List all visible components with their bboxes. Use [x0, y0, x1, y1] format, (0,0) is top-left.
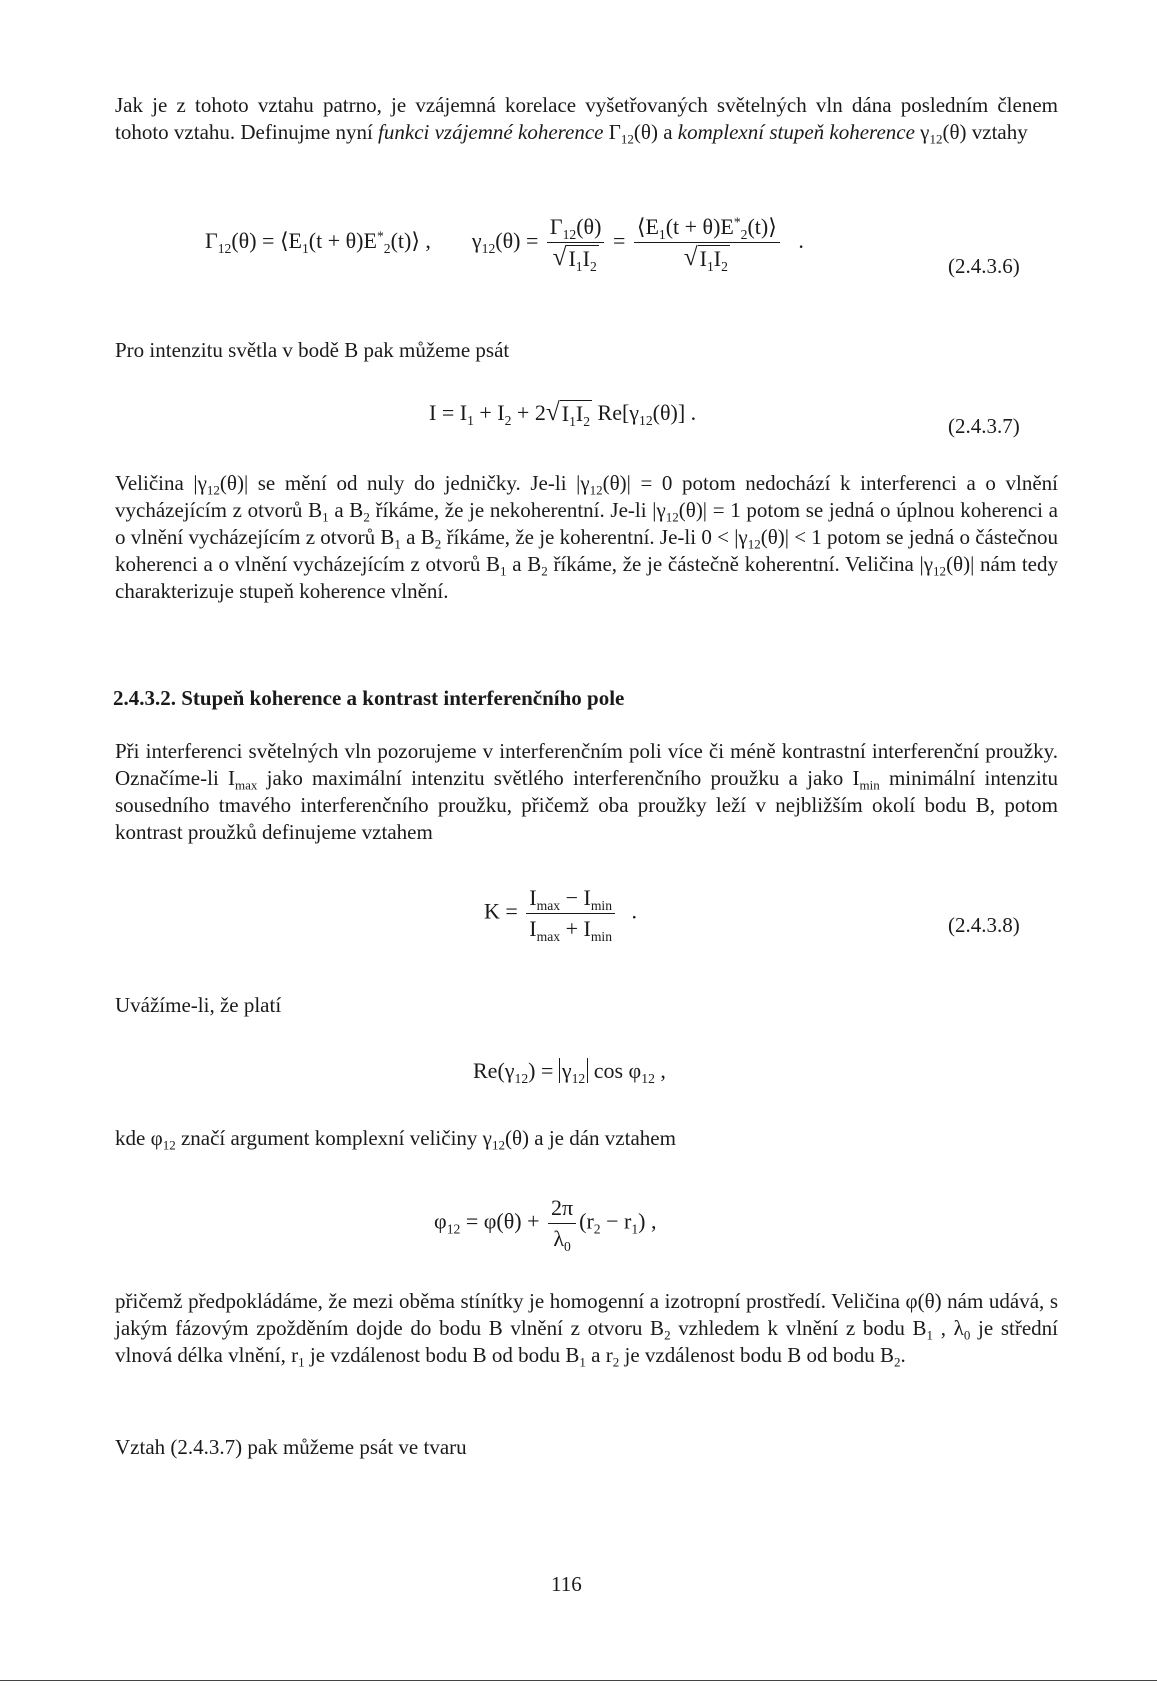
subscript: 1 — [575, 258, 583, 274]
subscript: 2 — [434, 536, 442, 552]
subscript: 1 — [467, 412, 474, 428]
subscript: 12 — [665, 509, 679, 525]
subscript: 1 — [569, 413, 576, 429]
math-text: + I — [560, 916, 591, 941]
subscript: max — [235, 777, 258, 793]
text: Při interferenci světelných vln pozorujeme v interferenčním poli více či méně kontrastní interferenční proužky. Označíme-li I — [115, 739, 1058, 790]
text: Γ — [603, 120, 621, 144]
equation-2-4-3-7 — [429, 400, 696, 427]
text: jako maximální intenzitu světlého interferenčního proužku a jako I — [257, 766, 860, 790]
text: (θ)| = 1 potom se jedná o úplnou koherenci a o vlnění vycházejícím z otvorů B — [115, 498, 1058, 549]
subscript: 2 — [664, 1327, 671, 1343]
math-text: + I — [473, 400, 505, 425]
fraction — [526, 885, 615, 942]
text: . — [900, 1343, 906, 1367]
subscript: 12 — [491, 1137, 505, 1153]
subscript: min — [590, 897, 613, 913]
superscript: * — [733, 214, 741, 230]
subscript: max — [536, 897, 561, 913]
math-text: (θ) — [576, 214, 602, 239]
math-symbol: γ — [561, 1058, 572, 1083]
fraction-numerator — [526, 885, 615, 914]
math-text: I — [699, 246, 707, 271]
math-text: (θ) = ⟨E — [231, 228, 302, 254]
equation-phase — [434, 1195, 656, 1252]
math-text: (t + θ)E — [665, 214, 734, 239]
text: Jak je z tohoto vztahu patrno, je vzájemná korelace vyšetřovaných světelných vln dána posledním členem tohoto vztahu. Definujme nyní — [115, 93, 1058, 144]
subscript: 2 — [612, 1354, 620, 1370]
subscript: 1 — [322, 509, 329, 525]
math-text: = φ(θ) + — [460, 1208, 540, 1234]
subscript: 12 — [747, 536, 761, 552]
emphasis: funkci vzájemné koherence — [378, 120, 604, 144]
subscript: 12 — [162, 1137, 176, 1153]
math-text: I — [568, 246, 576, 271]
subscript: 12 — [620, 131, 634, 147]
subscript: 1 — [500, 563, 507, 579]
paragraph-intensity: Pro intenzitu světla v bodě B pak můžeme psát — [115, 338, 510, 362]
math-text: (t)⟩ , — [390, 228, 431, 254]
text: značí argument komplexní veličiny γ — [175, 1126, 492, 1150]
subscript: 1 — [631, 1221, 639, 1237]
paragraph-assume: Uvážíme-li, že platí — [115, 993, 282, 1017]
math-text: ⟨E — [636, 214, 659, 239]
subscript: 2 — [740, 226, 748, 242]
paragraph-contrast — [115, 738, 1058, 846]
text: je vzdálenost bodu B od bodu B — [619, 1343, 894, 1367]
subscript: 12 — [446, 1221, 461, 1237]
equation-number: (2.4.3.7) — [948, 414, 1020, 438]
paragraph-rewrite: Vztah (2.4.3.7) pak můžeme psát ve tvaru — [115, 1435, 467, 1459]
subscript: 12 — [589, 482, 603, 498]
math-text: (θ) = — [495, 228, 539, 254]
text: říkáme, že je koherentní. Je-li 0 < |γ — [441, 525, 748, 549]
text: (θ)| < 1 potom se jedná o částečnou koherenci a o vlnění vycházejícím z otvorů B — [115, 525, 1059, 576]
fraction-numerator — [547, 214, 605, 243]
math-text: Re[γ — [592, 400, 640, 425]
scan-edge-line — [0, 1680, 1157, 1681]
subscript: min — [590, 928, 613, 944]
math-text: I = I — [429, 400, 468, 425]
square-root: √ $I_1I_2$ — [552, 243, 597, 274]
subscript: 2 — [383, 240, 391, 256]
subscript: 1 — [298, 1354, 305, 1370]
subscript: 12 — [639, 412, 653, 428]
absolute-value — [559, 1058, 588, 1086]
math-text: I — [561, 401, 570, 426]
page-number: 116 — [551, 1572, 582, 1596]
square-root: √ $I_1I_2$ — [683, 243, 728, 274]
subscript: 1 — [706, 258, 714, 274]
text: je vzdálenost bodu B od bodu B — [304, 1343, 580, 1367]
math-text: − I — [560, 885, 591, 910]
paragraph-medium — [115, 1288, 1058, 1369]
equation-2-4-3-8 — [484, 885, 637, 942]
text: minimální intenzitu sousedního tmavého interferenčního proužku, přičemž oba proužky leží v nejbližším okolí bodu B, potom kontrast proužků definujeme vztahem — [115, 766, 1058, 844]
paragraph-intro — [115, 92, 1058, 146]
superscript: * — [376, 228, 384, 244]
section-heading: 2.4.3.2. Stupeň koherence a kontrast interferenčního pole — [113, 686, 625, 710]
equation-real-part — [473, 1058, 666, 1084]
fraction-denominator — [550, 1224, 573, 1252]
subscript: 12 — [929, 131, 943, 147]
math-text: I — [529, 916, 537, 941]
equation-2-4-3-6 — [205, 214, 804, 272]
fraction-numerator — [634, 214, 780, 243]
equation-number: (2.4.3.6) — [948, 254, 1020, 278]
text: vzhledem k vlnění z bodu B — [670, 1316, 927, 1340]
math-symbol: γ — [471, 228, 482, 254]
math-text: (t + θ)E — [308, 228, 377, 254]
math-text: (θ)] . — [652, 400, 697, 425]
subscript: 2 — [593, 1221, 601, 1237]
subscript: 12 — [571, 1070, 586, 1086]
square-root: √ $I_1I_2$ — [545, 398, 591, 429]
subscript: 2 — [504, 412, 512, 428]
math-text: I — [575, 401, 584, 426]
subscript: 2 — [721, 258, 728, 274]
text: (θ) a — [633, 120, 678, 144]
math-symbol: φ — [434, 1208, 447, 1234]
subscript: 2 — [589, 258, 597, 274]
math-text: ) , — [638, 1208, 657, 1234]
text: kde φ — [115, 1126, 163, 1150]
fraction-denominator — [681, 243, 733, 272]
equation-number: (2.4.3.8) — [948, 913, 1020, 937]
subscript: 12 — [217, 240, 232, 256]
math-text: K = — [484, 898, 518, 924]
math-text: (r — [579, 1208, 594, 1234]
emphasis: komplexní stupeň koherence — [677, 120, 915, 144]
text: (θ) vztahy — [942, 120, 1028, 144]
math-text: . — [631, 898, 638, 924]
subscript: min — [859, 777, 880, 793]
math-text: , — [654, 1058, 666, 1083]
math-text: I — [529, 885, 537, 910]
math-text: = — [612, 228, 626, 254]
text: je střední vlnová délka vlnění, r — [115, 1316, 1059, 1367]
math-text: I — [713, 246, 722, 271]
math-symbol: Γ — [205, 228, 218, 254]
subscript: 2 — [583, 413, 591, 429]
math-text: I — [582, 246, 590, 271]
paragraph-coherence-degree — [115, 470, 1058, 605]
text: , λ — [933, 1316, 964, 1340]
fraction — [634, 214, 780, 272]
subscript: 1 — [301, 240, 309, 256]
math-text: cos φ — [588, 1058, 642, 1083]
subscript: 12 — [641, 1070, 655, 1086]
fraction — [547, 214, 605, 272]
math-text: . — [798, 228, 804, 254]
subscript: 0 — [963, 1327, 971, 1343]
subscript: 0 — [564, 1238, 571, 1254]
text: a r — [585, 1343, 613, 1367]
subscript: 12 — [514, 1070, 529, 1086]
text: a B — [506, 552, 542, 576]
math-text: + 2 — [511, 400, 546, 425]
paragraph-phase — [115, 1125, 1058, 1152]
text: (θ)| nám tedy charakterizuje stupeň koherence vlnění. — [115, 552, 1059, 603]
text: Veličina |γ — [115, 471, 207, 495]
fraction-denominator — [550, 243, 602, 272]
subscript: 1 — [394, 536, 401, 552]
fraction-denominator — [526, 914, 615, 942]
text: a B — [400, 525, 435, 549]
text: přičemž předpokládáme, že mezi oběma stínítky je homogenní a izotropní prostředí. Veličina φ(θ) nám udává, s jakým fázovým zpožděním dojde do bodu B vlnění z otvoru B — [115, 1289, 1058, 1340]
text: říkáme, že je nekoherentní. Je-li |γ — [369, 498, 666, 522]
subscript: 12 — [481, 240, 496, 256]
subscript: 12 — [562, 226, 577, 242]
text: (θ)| se mění od nuly do jedničky. Je-li |γ — [219, 471, 590, 495]
subscript: 2 — [541, 563, 548, 579]
subscript: 2 — [893, 1354, 901, 1370]
fraction-numerator: 2π — [548, 1195, 576, 1224]
math-text: (t)⟩ — [747, 214, 777, 239]
math-symbol: λ — [553, 1226, 565, 1251]
subscript: 1 — [579, 1354, 586, 1370]
math-text: Re(γ — [473, 1058, 515, 1083]
subscript: 1 — [926, 1327, 934, 1343]
subscript: 12 — [206, 482, 220, 498]
subscript: max — [536, 928, 561, 944]
text: (θ)| = 0 potom nedochází k interferenci a o vlnění vycházejícím z otvorů B — [115, 471, 1058, 522]
text: (θ) a je dán vztahem — [504, 1126, 676, 1150]
text: a B — [328, 498, 364, 522]
math-text: − r — [600, 1208, 632, 1234]
math-text: ) = — [528, 1058, 559, 1083]
math-symbol: Γ — [549, 214, 563, 239]
text: říkáme, že je částečně koherentní. Veličina |γ — [547, 552, 934, 576]
text: γ — [914, 120, 930, 144]
subscript: 12 — [933, 563, 947, 579]
subscript: 1 — [658, 226, 666, 242]
fraction — [548, 1195, 576, 1252]
subscript: 2 — [363, 509, 370, 525]
